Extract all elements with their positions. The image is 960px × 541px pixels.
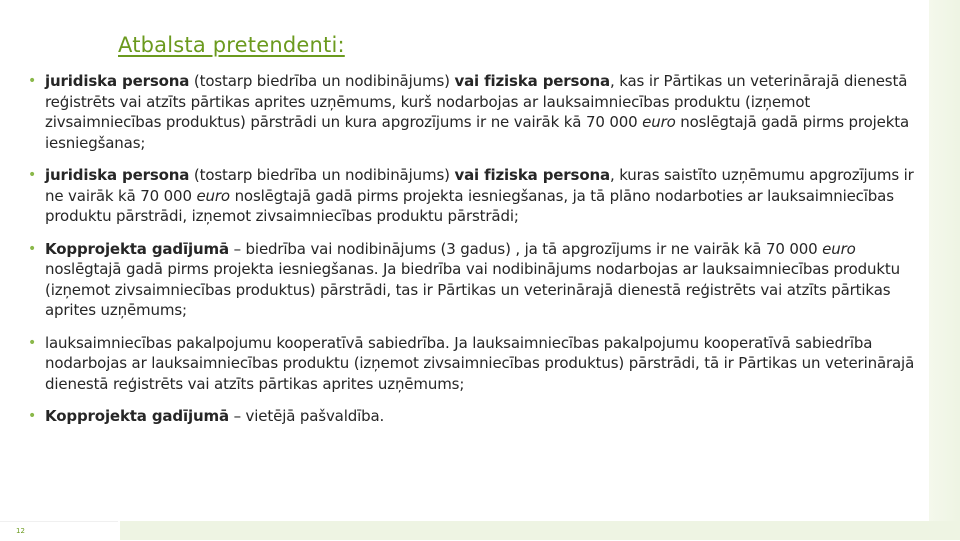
bold-text: Kopprojekta gadījumā [45, 407, 229, 425]
text: (tostarp biedrība un nodibinājums) [189, 72, 455, 90]
text: noslēgtajā gadā pirms projekta iesniegšanas; [45, 113, 910, 152]
bullet-dot-icon: • [28, 334, 37, 351]
bullet-dot-icon: • [28, 73, 37, 89]
text: , kuras saistīto uzņēmumu apgrozījums ir ne vairāk kā 70 000 [45, 166, 914, 205]
slide-title: Atbalsta pretendenti: [118, 33, 345, 57]
text: noslēgtajā gadā pirms projekta iesniegšanas, ja tā plāno nodarboties ar lauksaimniecības produktu pārstrādi, izņemot zivsaimniecības produktu pārstrādi; [45, 186, 894, 225]
bold-text: juridiska persona [45, 166, 190, 184]
page-number: 12 [16, 527, 25, 535]
text: noslēgtajā gadā pirms projekta iesniegšanas. Ja biedrība vai nodibinājums nodarbojas ar lauksaimniecības produktu (izņemot zivsaimniecības produktus) pārstrādi, tas ir Pārtikas un veterinārajā dienestā reģistrēts vai atzīts pārtikas aprites uzņēmums; [45, 260, 900, 319]
italic-text: euro [196, 186, 230, 205]
bullet-item-5 [28, 406, 928, 427]
bold-text: Kopprojekta gadījumā [45, 239, 229, 258]
bullet-item-2 [28, 165, 928, 227]
bullet-item-4 [28, 333, 928, 395]
text: – vietējā pašvaldība. [228, 407, 385, 425]
bold-text: vai fiziska persona [454, 166, 610, 184]
bullet-item-3 [28, 239, 928, 321]
text: – biedrība vai nodibinājums (3 gadus) , ja tā apgrozījums ir ne vairāk kā 70 000 [228, 239, 823, 258]
bullet-dot-icon: • [28, 240, 37, 257]
bullet-dot-icon: • [28, 167, 37, 183]
italic-text: euro [822, 239, 856, 258]
decorative-right-strip [929, 0, 960, 540]
bold-text: vai fiziska persona [454, 72, 610, 90]
bold-text: juridiska persona [45, 72, 190, 90]
text: lauksaimniecības pakalpojumu kooperatīvā sabiedrība. Ja lauksaimniecības pakalpojumu kooperatīvā sabiedrība nodarbojas ar lauksaimniecības produktu (izņemot zivsaimniecības produktus) pārstrādi, tā ir Pārtikas un veterinārajā dienestā reģistrēts vai atzīts pārtikas aprites uzņēmums; [45, 333, 915, 393]
italic-text: euro [642, 113, 676, 131]
text: , kas ir Pārtikas un veterinārajā dienestā reģistrēts vai atzīts pārtikas aprites uzņēmums, kurš nodarbojas ar lauksaimniecības produktu (izņemot zivsaimniecības produktus) pārstrādi un kura apgrozījums ir ne vairāk kā 70 000 [45, 72, 908, 131]
bullet-dot-icon: • [28, 408, 37, 424]
decorative-bottom-bar [120, 521, 960, 540]
bullet-list [28, 71, 928, 439]
text: (tostarp biedrība un nodibinājums) [189, 166, 455, 184]
bullet-item-1 [28, 71, 928, 153]
